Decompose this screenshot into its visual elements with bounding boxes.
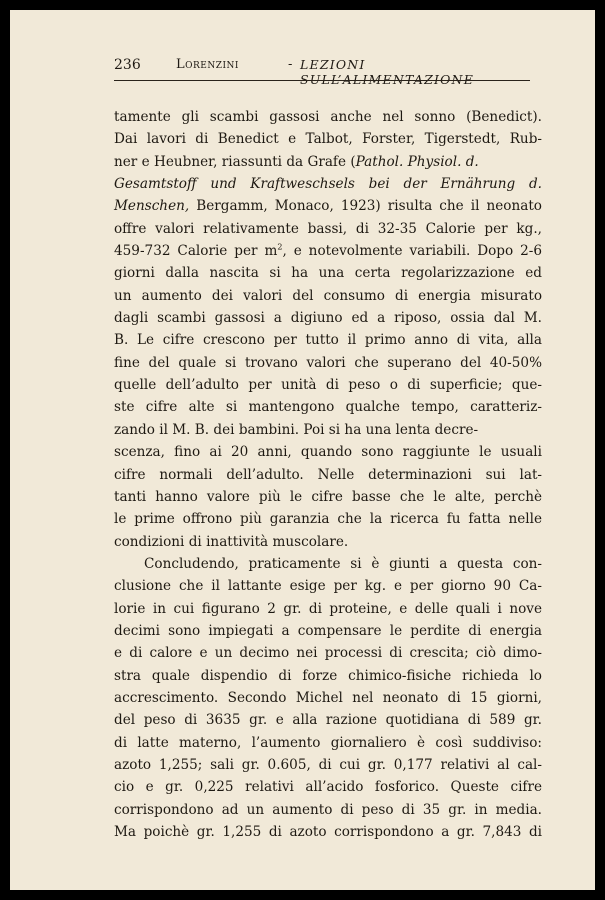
line-text: Concludendo, praticamente si è giunti a questa con- xyxy=(144,555,542,572)
text-line xyxy=(114,195,542,217)
book-page xyxy=(10,10,595,890)
header-separator: - xyxy=(288,57,293,72)
line-text: ste cifre alte si mantengono qualche tempo, caratteriz- xyxy=(114,399,542,416)
text-line xyxy=(114,709,542,731)
line-text: stra quale dispendio di forze chimico-fisiche richieda lo xyxy=(114,667,542,684)
text-line xyxy=(114,754,542,776)
text-line xyxy=(114,665,542,687)
text-line xyxy=(114,441,542,463)
line-text: azoto 1,255; sali gr. 0.605, di cui gr. 0,177 relativi al cal- xyxy=(114,756,542,773)
line-text: corrispondono ad un aumento di peso di 35 gr. in media. xyxy=(114,801,542,818)
line-text: e di calore e un decimo nei processi di crescita; ciò dimo- xyxy=(114,645,542,662)
line-text: zando il M. B. dei bambini. Poi si ha una lenta decre- xyxy=(114,421,479,438)
line-text: fine del quale si trovano valori che superano del 40-50% xyxy=(114,354,542,371)
text-line xyxy=(114,464,542,486)
line-text: un aumento dei valori del consumo di energia misurato xyxy=(114,287,542,304)
text-line xyxy=(114,620,542,642)
text-line xyxy=(114,396,542,418)
text-line xyxy=(114,687,542,709)
line-text: cio e gr. 0,225 relativi all’acido fosforico. Queste cifre xyxy=(114,779,542,796)
text-line xyxy=(114,173,542,195)
text-line xyxy=(114,821,542,843)
line-text: quelle dell’adulto per unità di peso o di superficie; que- xyxy=(114,377,542,394)
line-text: condizioni di inattività muscolare. xyxy=(114,533,349,550)
line-text: ner e Heubner, riassunti da Grafe ( xyxy=(114,153,356,170)
body-text xyxy=(114,106,542,843)
line-text: offre valori relativamente bassi, di 32-35 Calorie per kg., xyxy=(114,220,542,237)
text-line xyxy=(114,262,542,284)
line-text: 459-732 Calorie per m xyxy=(114,243,278,260)
line-text: scenza, fino ai 20 anni, quando sono raggiunte le usuali xyxy=(114,444,542,461)
line-text: dagli scambi gassosi a digiuno ed a riposo, ossia dal M. xyxy=(114,310,542,327)
text-line xyxy=(114,352,542,374)
line-text: , e notevolmente variabili. Dopo 2-6 xyxy=(282,243,542,260)
text-line xyxy=(114,508,542,530)
line-text: decimi sono impiegati a compensare le perdite di energia xyxy=(114,622,542,639)
text-line xyxy=(114,218,542,240)
header-rule xyxy=(114,80,530,81)
line-text: cifre normali dell’adulto. Nelle determinazioni sui lat- xyxy=(114,466,542,483)
line-text: B. Le cifre crescono per tutto il primo anno di vita, alla xyxy=(114,332,542,349)
text-line xyxy=(114,151,542,173)
line-text: lorie in cui figurano 2 gr. di proteine, e delle quali i nove xyxy=(114,600,542,617)
line-text: Dai lavori di Benedict e Talbot, Forster, Tigerstedt, Rub- xyxy=(114,131,542,148)
page-number: 236 xyxy=(114,57,141,73)
italic-text: Pathol. Physiol. d. xyxy=(355,153,479,170)
line-text: tamente gli scambi gassosi anche nel sonno (Benedict). xyxy=(114,109,542,125)
line-text: tanti hanno valore più le cifre basse che le alte, perchè xyxy=(114,488,542,505)
line-text: Ma poichè gr. 1,255 di azoto corrispondono a gr. 7,843 di xyxy=(114,824,542,840)
superscript: 2 xyxy=(277,242,283,252)
text-line xyxy=(114,732,542,754)
line-text: clusione che il lattante esige per kg. e per giorno 90 Ca- xyxy=(114,578,542,595)
line-text: giorni dalla nascita si ha una certa regolarizzazione ed xyxy=(114,265,542,282)
text-line xyxy=(114,553,542,575)
text-line xyxy=(114,642,542,664)
italic-text: Gesamtstoff und Kraftweschsels bei der Ernährung d. xyxy=(114,176,542,193)
text-line xyxy=(114,106,542,128)
text-line xyxy=(114,128,542,150)
text-line xyxy=(114,419,542,441)
text-line xyxy=(114,531,542,553)
line-text: accrescimento. Secondo Michel nel neonato di 15 giorni, xyxy=(114,689,542,706)
line-text: le prime offrono più garanzia che la ricerca fu fatta nelle xyxy=(114,511,542,528)
text-line xyxy=(114,240,542,262)
text-line xyxy=(114,575,542,597)
text-line xyxy=(114,329,542,351)
running-header xyxy=(114,47,534,87)
text-line xyxy=(114,374,542,396)
text-line xyxy=(114,598,542,620)
text-line xyxy=(114,285,542,307)
text-line xyxy=(114,486,542,508)
italic-text: Menschen, xyxy=(114,198,190,215)
line-text: Bergamm, Monaco, 1923) risulta che il neonato xyxy=(189,198,542,215)
text-line xyxy=(114,799,542,821)
line-text: del peso di 3635 gr. e alla razione quotidiana di 589 gr. xyxy=(114,712,542,729)
text-line xyxy=(114,776,542,798)
header-title: LEZIONI SULL’ALIMENTAZIONE xyxy=(300,57,475,87)
line-text: di latte materno, l’aumento giornaliero è così suddiviso: xyxy=(114,734,542,751)
text-line xyxy=(114,307,542,329)
header-author: Lorenzini xyxy=(176,57,239,72)
